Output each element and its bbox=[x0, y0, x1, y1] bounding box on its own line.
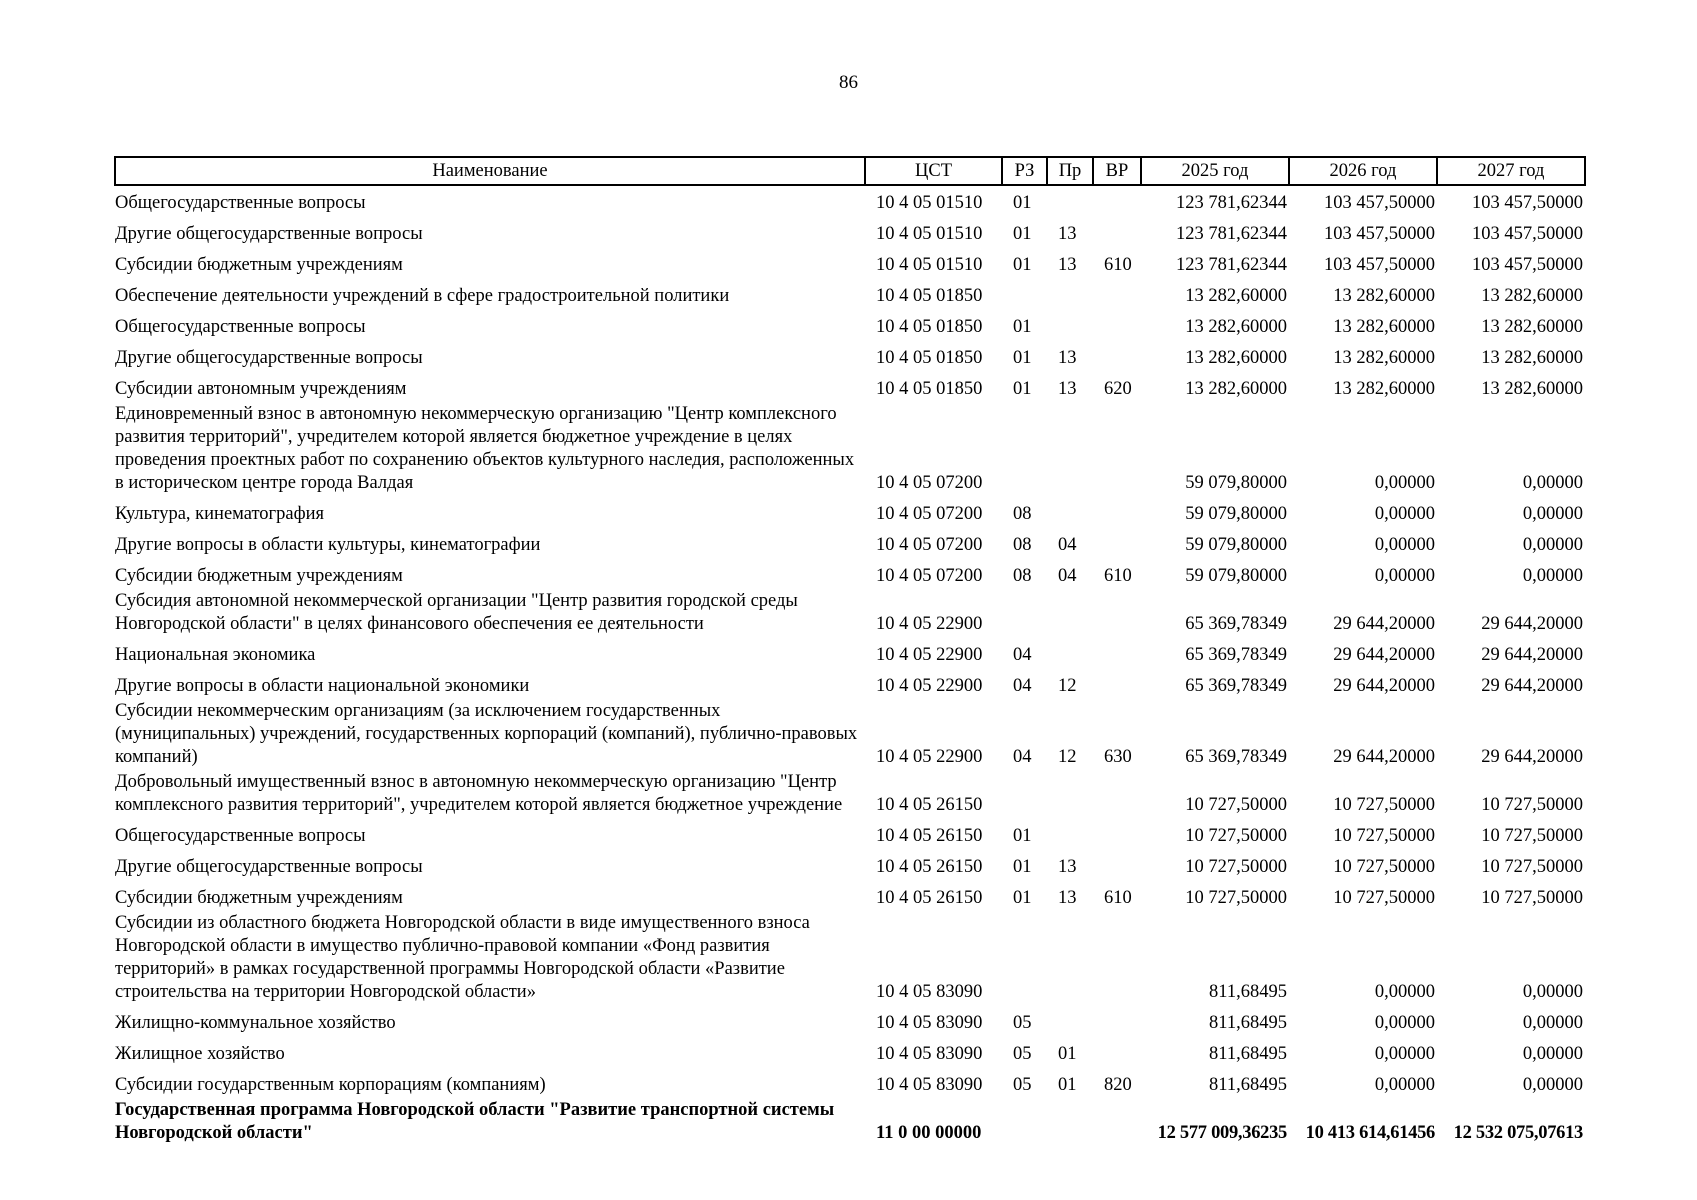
cell-cst: 10 4 05 07200 bbox=[876, 535, 983, 555]
cell-name: Национальная экономика bbox=[115, 645, 316, 665]
cell-rz: 01 bbox=[1013, 224, 1032, 244]
cell-2026: 10 413 614,61456 bbox=[1305, 1123, 1435, 1143]
header-name: Наименование bbox=[115, 157, 865, 185]
cell-vr bbox=[1093, 341, 1141, 372]
cell-cst: 10 4 05 01510 bbox=[876, 193, 983, 213]
cell-rz: 01 bbox=[1013, 888, 1032, 908]
cell-pr: 01 bbox=[1058, 1044, 1077, 1064]
table-row bbox=[115, 528, 1585, 559]
cell-2027: 10 727,50000 bbox=[1481, 857, 1583, 877]
cell-2025: 65 369,78349 bbox=[1185, 614, 1287, 634]
cell-rz: 04 bbox=[1013, 747, 1032, 767]
cell-2025: 10 727,50000 bbox=[1185, 826, 1287, 846]
cell-rz: 04 bbox=[1013, 676, 1032, 696]
cell-2026: 10 727,50000 bbox=[1333, 795, 1435, 815]
table-row bbox=[115, 341, 1585, 372]
cell-cst: 11 0 00 00000 bbox=[876, 1123, 982, 1143]
cell-name: Государственная программа Новгородской области "Развитие транспортной системы Новгородской области" bbox=[115, 1100, 835, 1143]
cell-2025: 10 727,50000 bbox=[1185, 888, 1287, 908]
cell-vr: 620 bbox=[1104, 379, 1132, 399]
cell-2027: 103 457,50000 bbox=[1472, 193, 1583, 213]
cell-rz: 04 bbox=[1013, 645, 1032, 665]
cell-2025: 65 369,78349 bbox=[1185, 645, 1287, 665]
cell-cst: 10 4 05 83090 bbox=[876, 1075, 983, 1095]
cell-rz: 08 bbox=[1013, 566, 1032, 586]
cell-pr: 01 bbox=[1058, 1075, 1077, 1095]
cell-2026: 29 644,20000 bbox=[1333, 747, 1435, 767]
cell-name: Субсидии бюджетным учреждениям bbox=[115, 255, 403, 275]
cell-2027: 0,00000 bbox=[1522, 566, 1583, 586]
cell-cst: 10 4 05 26150 bbox=[876, 857, 983, 877]
cell-cst: 10 4 05 01850 bbox=[876, 379, 983, 399]
cell-2027: 13 282,60000 bbox=[1481, 379, 1583, 399]
cell-pr: 13 bbox=[1058, 888, 1077, 908]
cell-cst: 10 4 05 07200 bbox=[876, 473, 983, 493]
cell-2025: 12 577 009,36235 bbox=[1157, 1123, 1287, 1143]
cell-rz: 05 bbox=[1013, 1075, 1032, 1095]
cell-2025: 59 079,80000 bbox=[1185, 535, 1287, 555]
cell-pr: 13 bbox=[1058, 224, 1077, 244]
header-row bbox=[115, 157, 1585, 185]
cell-rz: 01 bbox=[1013, 379, 1032, 399]
cell-2027: 10 727,50000 bbox=[1481, 888, 1583, 908]
cell-2027: 13 282,60000 bbox=[1481, 348, 1583, 368]
cell-rz bbox=[1002, 912, 1047, 1006]
cell-2027: 0,00000 bbox=[1522, 504, 1583, 524]
cell-2026: 29 644,20000 bbox=[1333, 614, 1435, 634]
table-row bbox=[115, 403, 1585, 497]
table-body bbox=[115, 185, 1585, 1147]
cell-cst: 10 4 05 01850 bbox=[876, 348, 983, 368]
header-2027: 2027 год bbox=[1437, 157, 1585, 185]
cell-2025: 13 282,60000 bbox=[1185, 317, 1287, 337]
cell-cst: 10 4 05 83090 bbox=[876, 982, 983, 1002]
cell-pr bbox=[1047, 912, 1093, 1006]
cell-cst: 10 4 05 83090 bbox=[876, 1013, 983, 1033]
cell-vr bbox=[1093, 590, 1141, 638]
table-row bbox=[115, 669, 1585, 700]
cell-pr: 13 bbox=[1058, 348, 1077, 368]
cell-vr: 820 bbox=[1104, 1075, 1132, 1095]
cell-2027: 13 282,60000 bbox=[1481, 286, 1583, 306]
cell-name: Общегосударственные вопросы bbox=[115, 193, 366, 213]
cell-rz: 01 bbox=[1013, 857, 1032, 877]
cell-2025: 811,68495 bbox=[1209, 1044, 1287, 1064]
cell-2025: 59 079,80000 bbox=[1185, 504, 1287, 524]
cell-name: Субсидии бюджетным учреждениям bbox=[115, 888, 403, 908]
cell-vr: 630 bbox=[1104, 747, 1132, 767]
cell-name: Субсидии государственным корпорациям (компаниям) bbox=[115, 1075, 546, 1095]
cell-pr: 04 bbox=[1058, 566, 1077, 586]
table-row bbox=[115, 850, 1585, 881]
cell-name: Другие общегосударственные вопросы bbox=[115, 348, 423, 368]
budget-table bbox=[114, 156, 1586, 1147]
table-row bbox=[115, 819, 1585, 850]
cell-cst: 10 4 05 26150 bbox=[876, 888, 983, 908]
cell-2026: 10 727,50000 bbox=[1333, 857, 1435, 877]
header-rz: РЗ bbox=[1002, 157, 1047, 185]
cell-2027: 103 457,50000 bbox=[1472, 224, 1583, 244]
cell-rz bbox=[1002, 403, 1047, 497]
cell-cst: 10 4 05 22900 bbox=[876, 645, 983, 665]
cell-2027: 10 727,50000 bbox=[1481, 826, 1583, 846]
cell-cst: 10 4 05 22900 bbox=[876, 614, 983, 634]
cell-vr bbox=[1093, 669, 1141, 700]
cell-cst: 10 4 05 83090 bbox=[876, 1044, 983, 1064]
cell-cst: 10 4 05 22900 bbox=[876, 676, 983, 696]
cell-vr bbox=[1093, 528, 1141, 559]
cell-cst: 10 4 05 01850 bbox=[876, 317, 983, 337]
cell-2026: 13 282,60000 bbox=[1333, 348, 1435, 368]
cell-2027: 13 282,60000 bbox=[1481, 317, 1583, 337]
cell-rz bbox=[1002, 771, 1047, 819]
cell-rz bbox=[1002, 1099, 1047, 1147]
cell-vr bbox=[1093, 1099, 1141, 1147]
cell-2027: 12 532 075,07613 bbox=[1453, 1123, 1583, 1143]
cell-2025: 123 781,62344 bbox=[1176, 224, 1287, 244]
cell-rz: 01 bbox=[1013, 317, 1032, 337]
cell-vr bbox=[1093, 279, 1141, 310]
cell-vr bbox=[1093, 1006, 1141, 1037]
table-row bbox=[115, 279, 1585, 310]
cell-pr bbox=[1047, 497, 1093, 528]
cell-name: Общегосударственные вопросы bbox=[115, 826, 366, 846]
table-row bbox=[115, 590, 1585, 638]
cell-2026: 29 644,20000 bbox=[1333, 645, 1435, 665]
cell-2027: 103 457,50000 bbox=[1472, 255, 1583, 275]
cell-pr: 13 bbox=[1058, 379, 1077, 399]
cell-2026: 0,00000 bbox=[1374, 982, 1435, 1002]
cell-2026: 0,00000 bbox=[1374, 473, 1435, 493]
cell-vr bbox=[1093, 185, 1141, 217]
cell-name: Культура, кинематография bbox=[115, 504, 325, 524]
cell-cst: 10 4 05 01510 bbox=[876, 255, 983, 275]
cell-2025: 10 727,50000 bbox=[1185, 857, 1287, 877]
cell-pr bbox=[1047, 771, 1093, 819]
cell-vr bbox=[1093, 403, 1141, 497]
cell-2025: 65 369,78349 bbox=[1185, 747, 1287, 767]
cell-name: Жилищное хозяйство bbox=[115, 1044, 285, 1064]
cell-pr: 12 bbox=[1058, 676, 1077, 696]
cell-2026: 13 282,60000 bbox=[1333, 317, 1435, 337]
cell-vr: 610 bbox=[1104, 888, 1132, 908]
table-row bbox=[115, 912, 1585, 1006]
cell-name: Субсидия автономной некоммерческой организации "Центр развития городской среды Новгородской области" в целях финансового обеспечения ее деятельности bbox=[115, 591, 798, 634]
cell-name: Другие вопросы в области культуры, кинематографии bbox=[115, 535, 541, 555]
cell-cst: 10 4 05 07200 bbox=[876, 566, 983, 586]
cell-vr bbox=[1093, 638, 1141, 669]
cell-rz bbox=[1002, 279, 1047, 310]
cell-2026: 0,00000 bbox=[1374, 504, 1435, 524]
cell-2027: 29 644,20000 bbox=[1481, 645, 1583, 665]
cell-name: Другие общегосударственные вопросы bbox=[115, 224, 423, 244]
cell-2025: 811,68495 bbox=[1209, 1013, 1287, 1033]
table-row bbox=[115, 248, 1585, 279]
cell-vr bbox=[1093, 771, 1141, 819]
table-row bbox=[115, 559, 1585, 590]
cell-name: Другие общегосударственные вопросы bbox=[115, 857, 423, 877]
table-row bbox=[115, 700, 1585, 771]
cell-pr bbox=[1047, 1099, 1093, 1147]
table-row bbox=[115, 1068, 1585, 1099]
cell-pr bbox=[1047, 638, 1093, 669]
cell-rz: 01 bbox=[1013, 348, 1032, 368]
cell-pr: 13 bbox=[1058, 857, 1077, 877]
table-row bbox=[115, 497, 1585, 528]
cell-2025: 13 282,60000 bbox=[1185, 286, 1287, 306]
cell-rz: 01 bbox=[1013, 255, 1032, 275]
cell-2025: 123 781,62344 bbox=[1176, 255, 1287, 275]
cell-vr: 610 bbox=[1104, 255, 1132, 275]
cell-name: Субсидии бюджетным учреждениям bbox=[115, 566, 403, 586]
cell-2025: 10 727,50000 bbox=[1185, 795, 1287, 815]
cell-2025: 123 781,62344 bbox=[1176, 193, 1287, 213]
cell-cst: 10 4 05 26150 bbox=[876, 826, 983, 846]
cell-cst: 10 4 05 26150 bbox=[876, 795, 983, 815]
cell-pr: 12 bbox=[1058, 747, 1077, 767]
cell-2027: 29 644,20000 bbox=[1481, 747, 1583, 767]
cell-2026: 103 457,50000 bbox=[1324, 224, 1435, 244]
cell-rz: 08 bbox=[1013, 504, 1032, 524]
cell-vr bbox=[1093, 819, 1141, 850]
table-row bbox=[115, 1099, 1585, 1147]
cell-2026: 10 727,50000 bbox=[1333, 826, 1435, 846]
cell-name: Другие вопросы в области национальной экономики bbox=[115, 676, 530, 696]
cell-vr: 610 bbox=[1104, 566, 1132, 586]
table-row bbox=[115, 881, 1585, 912]
cell-2027: 10 727,50000 bbox=[1481, 795, 1583, 815]
cell-2027: 0,00000 bbox=[1522, 982, 1583, 1002]
cell-2025: 59 079,80000 bbox=[1185, 566, 1287, 586]
cell-rz: 05 bbox=[1013, 1013, 1032, 1033]
cell-vr bbox=[1093, 1037, 1141, 1068]
cell-name: Субсидии из областного бюджета Новгородской области в виде имущественного взноса Новгородской области в имущество публично-правовой компании «Фонд развития территорий» в рамках государственной программы Новгородской области «Развитие строительства на территории Новгородской области» bbox=[115, 913, 810, 1002]
cell-name: Субсидии автономным учреждениям bbox=[115, 379, 407, 399]
table-row bbox=[115, 185, 1585, 217]
cell-2026: 0,00000 bbox=[1374, 1044, 1435, 1064]
cell-2026: 29 644,20000 bbox=[1333, 676, 1435, 696]
cell-2027: 0,00000 bbox=[1522, 473, 1583, 493]
table-row bbox=[115, 638, 1585, 669]
cell-rz: 05 bbox=[1013, 1044, 1032, 1064]
header-pr: Пр bbox=[1047, 157, 1093, 185]
page-number: 86 bbox=[839, 72, 858, 93]
cell-2026: 13 282,60000 bbox=[1333, 286, 1435, 306]
cell-2026: 103 457,50000 bbox=[1324, 193, 1435, 213]
cell-2025: 59 079,80000 bbox=[1185, 473, 1287, 493]
cell-2026: 0,00000 bbox=[1374, 1075, 1435, 1095]
cell-2026: 103 457,50000 bbox=[1324, 255, 1435, 275]
table-row bbox=[115, 217, 1585, 248]
cell-2025: 13 282,60000 bbox=[1185, 348, 1287, 368]
cell-2026: 13 282,60000 bbox=[1333, 379, 1435, 399]
cell-pr bbox=[1047, 1006, 1093, 1037]
cell-pr bbox=[1047, 185, 1093, 217]
cell-2027: 0,00000 bbox=[1522, 535, 1583, 555]
cell-pr bbox=[1047, 403, 1093, 497]
cell-pr: 04 bbox=[1058, 535, 1077, 555]
cell-name: Единовременный взнос в автономную некоммерческую организацию "Центр комплексного развития территорий", учредителем которой является бюджетное учреждение в целях проведения проектных работ по сохранению объектов культурного наследия, расположенных в историческом центре города Валдая bbox=[115, 404, 855, 493]
table-row bbox=[115, 310, 1585, 341]
cell-pr bbox=[1047, 279, 1093, 310]
header-2026: 2026 год bbox=[1289, 157, 1437, 185]
cell-rz: 01 bbox=[1013, 826, 1032, 846]
cell-2027: 0,00000 bbox=[1522, 1075, 1583, 1095]
cell-vr bbox=[1093, 217, 1141, 248]
table-header bbox=[115, 157, 1585, 185]
cell-rz: 08 bbox=[1013, 535, 1032, 555]
cell-name: Добровольный имущественный взнос в автономную некоммерческую организацию "Центр комплексного развития территорий", учредителем которой является бюджетное учреждение bbox=[115, 772, 843, 815]
header-2025: 2025 год bbox=[1141, 157, 1289, 185]
cell-2027: 29 644,20000 bbox=[1481, 614, 1583, 634]
cell-name: Субсидии некоммерческим организациям (за исключением государственных (муниципальных) учреждений, государственных корпораций (компаний), публично-правовых компаний) bbox=[115, 701, 858, 767]
cell-name: Обеспечение деятельности учреждений в сфере градостроительной политики bbox=[115, 286, 730, 306]
cell-2026: 0,00000 bbox=[1374, 566, 1435, 586]
cell-2025: 65 369,78349 bbox=[1185, 676, 1287, 696]
table-row bbox=[115, 771, 1585, 819]
cell-cst: 10 4 05 01510 bbox=[876, 224, 983, 244]
cell-rz: 01 bbox=[1013, 193, 1032, 213]
cell-vr bbox=[1093, 310, 1141, 341]
cell-vr bbox=[1093, 497, 1141, 528]
cell-pr bbox=[1047, 310, 1093, 341]
cell-pr: 13 bbox=[1058, 255, 1077, 275]
header-cst: ЦСТ bbox=[865, 157, 1002, 185]
cell-name: Жилищно-коммунальное хозяйство bbox=[115, 1013, 396, 1033]
table-row bbox=[115, 1006, 1585, 1037]
cell-vr bbox=[1093, 912, 1141, 1006]
cell-2026: 0,00000 bbox=[1374, 1013, 1435, 1033]
cell-2027: 29 644,20000 bbox=[1481, 676, 1583, 696]
cell-2027: 0,00000 bbox=[1522, 1044, 1583, 1064]
cell-2026: 10 727,50000 bbox=[1333, 888, 1435, 908]
table-row bbox=[115, 372, 1585, 403]
cell-cst: 10 4 05 22900 bbox=[876, 747, 983, 767]
cell-name: Общегосударственные вопросы bbox=[115, 317, 366, 337]
cell-2026: 0,00000 bbox=[1374, 535, 1435, 555]
cell-pr bbox=[1047, 819, 1093, 850]
cell-2025: 13 282,60000 bbox=[1185, 379, 1287, 399]
cell-2025: 811,68495 bbox=[1209, 982, 1287, 1002]
cell-cst: 10 4 05 01850 bbox=[876, 286, 983, 306]
cell-vr bbox=[1093, 850, 1141, 881]
table-row bbox=[115, 1037, 1585, 1068]
cell-pr bbox=[1047, 590, 1093, 638]
header-vr: ВР bbox=[1093, 157, 1141, 185]
cell-2027: 0,00000 bbox=[1522, 1013, 1583, 1033]
cell-cst: 10 4 05 07200 bbox=[876, 504, 983, 524]
cell-rz bbox=[1002, 590, 1047, 638]
cell-2025: 811,68495 bbox=[1209, 1075, 1287, 1095]
